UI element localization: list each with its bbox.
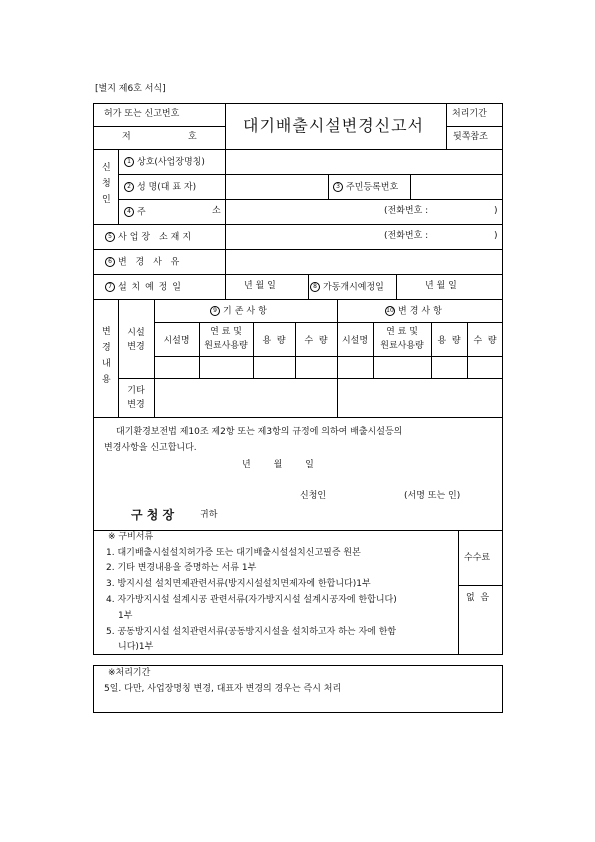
start-label: 8 가동개시예정일 — [310, 282, 384, 293]
recipient: 구 청 장 — [131, 508, 175, 522]
document-item: 1부 — [118, 611, 133, 621]
name-label: 2 성 명(대 표 자) — [124, 182, 196, 193]
circled-number-icon: 1 — [124, 157, 134, 167]
document-item: 5. 공동방지시설 설치관련서류(공동방지시설을 설치하고자 하는 자에 한함 — [106, 627, 397, 637]
documents-heading: ※ 구비서류 — [108, 532, 154, 542]
trade-name-label: 1 상호(사업장명칭) — [124, 157, 205, 168]
receipt-label: 저 — [122, 132, 131, 142]
circled-number-icon: 8 — [310, 282, 320, 292]
install-date: 년 월 일 — [244, 281, 276, 291]
other-change-label: 기타 변경 — [127, 386, 145, 410]
circled-number-icon: 2 — [124, 182, 134, 192]
circled-number-icon: 4 — [124, 207, 134, 217]
col-facility-name: 시설명 — [163, 336, 190, 346]
circled-number-icon: 10 — [386, 307, 394, 314]
address-label: 4 주 — [124, 207, 146, 218]
change-side-4: 용 — [102, 375, 111, 385]
form-title: 대기배출시설변경신고서 — [243, 116, 425, 135]
col-fuel-usage: 연 료 및 원료사용량 — [204, 327, 248, 351]
applicant-side-3: 인 — [102, 195, 111, 205]
applicant-side-1: 신 — [102, 163, 111, 173]
rrn-label: 3 주민등록번호 — [333, 182, 398, 193]
change-side-1: 변 — [102, 327, 111, 337]
processing-text: 5일. 다만, 사업장명칭 변경, 대표자 변경의 경우는 즉시 처리 — [104, 684, 342, 694]
site-label: 5 사업장 소재지 — [105, 232, 194, 243]
circled-number-icon: 6 — [105, 257, 115, 267]
col-capacity: 용 량 — [262, 336, 286, 346]
circled-number-icon: 9 — [210, 306, 220, 316]
applicant-phone-end: ) — [494, 206, 498, 216]
existing-header: 9 기존사항 — [210, 306, 270, 317]
applicant-sign-label: 신청인 — [300, 491, 327, 501]
document-item: 1. 대기배출시설설치허가증 또는 대기배출시설설치신고필증 원본 — [106, 548, 361, 558]
col-fuel-usage: 연 료 및 원료사용량 — [380, 327, 424, 351]
col-facility-name: 시설명 — [341, 336, 369, 346]
document-item: 4. 자가방지시설 설계시공 관련서류(자가방지시설 설계시공자에 한합니다) — [106, 595, 397, 605]
col-capacity: 용 량 — [437, 336, 461, 346]
install-label: 7 설 치 예 정 일 — [105, 282, 182, 293]
start-date: 년 월 일 — [425, 281, 457, 291]
honorific: 귀하 — [200, 510, 218, 520]
document-item: 2. 기타 변경내용을 증명하는 서류 1부 — [106, 563, 257, 573]
address-label-end: 소 — [212, 206, 221, 216]
processing-heading: ※처리기간 — [108, 668, 151, 678]
fee-label: 수수료 — [464, 553, 491, 563]
document-item: 니다)1부 — [118, 642, 154, 652]
processing-value: 뒷쪽참조 — [453, 132, 488, 142]
statement-line-2: 변경사항을 신고합니다. — [104, 443, 197, 453]
form-id: [별지 제6호 서식] — [95, 84, 166, 94]
processing-label: 처리기간 — [452, 109, 487, 119]
statement-date: 년 월 일 — [242, 460, 314, 470]
circled-number-icon: 7 — [105, 282, 115, 292]
receipt-label-suffix: 호 — [188, 132, 197, 142]
circled-number-icon: 3 — [333, 182, 343, 192]
site-phone-label: (전화번호 : — [384, 231, 429, 241]
permit-number-label: 허가 또는 신고번호 — [104, 109, 180, 119]
fee-value: 없 음 — [466, 593, 490, 603]
site-phone-end: ) — [494, 231, 498, 241]
col-quantity: 수 량 — [473, 336, 497, 346]
document-item: 3. 방지시설 설치면제관련서류(방지시설설치면제자에 한합니다)1부 — [106, 579, 371, 589]
applicant-side-2: 청 — [102, 179, 111, 189]
applicant-phone-label: (전화번호 : — [384, 206, 429, 216]
reason-label: 6 변 경 사 유 — [105, 257, 182, 268]
change-side-2: 경 — [102, 343, 111, 353]
circled-number-icon: 5 — [105, 232, 115, 242]
facility-change-label: 시설 변경 — [127, 328, 145, 352]
signature-label: (서명 또는 인) — [404, 491, 461, 501]
statement-line-1: 대기환경보전법 제10조 제2항 또는 제3항의 규정에 의하여 배출시설등의 — [116, 427, 403, 437]
change-side-3: 내 — [102, 359, 111, 369]
col-quantity: 수 량 — [304, 336, 328, 346]
after-header: 10 변경사항 — [386, 306, 445, 317]
